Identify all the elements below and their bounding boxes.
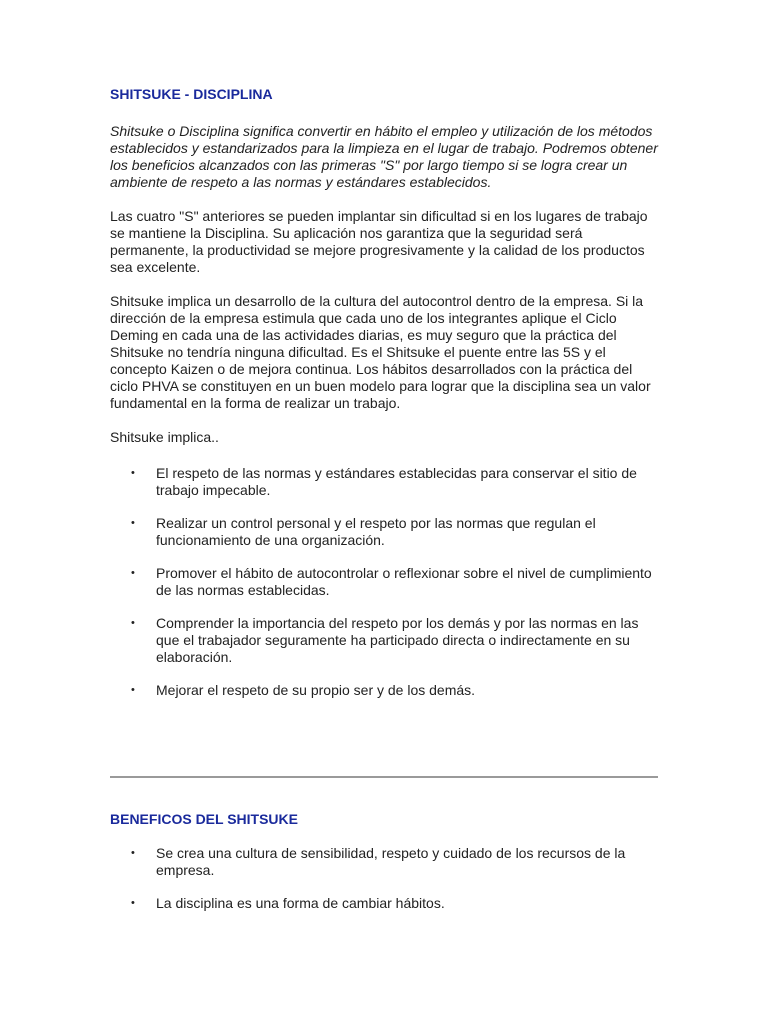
list-item-text: El respeto de las normas y estándares establecidas para conservar el sitio de trabajo impecable. [156, 465, 637, 498]
paragraph-autocontrol: Shitsuke implica un desarrollo de la cultura del autocontrol dentro de la empresa. Si la dirección de la empresa estimula que cada uno de los integrantes aplique el Ciclo Deming en cada una de las actividades diarias, es muy seguro que la práctica del Shitsuke no tendría ninguna dificultad. Es el Shitsuke el puente entre las 5S y el concepto Kaizen o de mejora continua. Los hábitos desarrollados con la práctica del ciclo PHVA se constituyen en un buen modelo para lograr que la disciplina sea un valor fundamental en la forma de realizar un trabajo. [110, 293, 651, 411]
horizontal-divider [110, 776, 658, 778]
list-item [110, 565, 658, 599]
bullet-icon: • [131, 567, 135, 579]
list-item-text: Comprender la importancia del respeto por los demás y por las normas en las que el trabajador seguramente ha participado directa o indirectamente en su elaboración. [156, 615, 639, 665]
section-shitsuke [110, 86, 658, 715]
list-item [110, 615, 658, 666]
section-beneficios [110, 811, 658, 928]
bullet-icon: • [131, 684, 135, 696]
paragraph-cuatro-s: Las cuatro "S" anteriores se pueden implantar sin dificultad si en los lugares de trabajo se mantiene la Disciplina. Su aplicación nos garantiza que la seguridad será permanente, la productividad se mejore progresivamente y la calidad de los productos sea excelente. [110, 208, 648, 275]
list-item-text: Promover el hábito de autocontrolar o reflexionar sobre el nivel de cumplimiento de las normas establecidas. [156, 565, 652, 598]
list-item [110, 515, 658, 549]
list-item [110, 845, 658, 879]
implica-list [110, 465, 658, 699]
bullet-icon: • [131, 617, 135, 629]
bullet-icon: • [131, 467, 135, 479]
beneficios-list [110, 845, 658, 912]
bullet-icon: • [131, 517, 135, 529]
list-item [110, 895, 658, 912]
list-item-text: Se crea una cultura de sensibilidad, respeto y cuidado de los recursos de la empresa. [156, 845, 626, 878]
intro-paragraph: Shitsuke o Disciplina significa convertir en hábito el empleo y utilización de los métodos establecidos y estandarizados para la limpieza en el lugar de trabajo. Podremos obtener los beneficios alcanzados con las primeras "S" por largo tiempo si se logra crear un ambiente de respeto a las normas y estándares establecidos. [110, 123, 658, 190]
list-item-text: Mejorar el respeto de su propio ser y de los demás. [156, 682, 476, 698]
bullet-icon: • [131, 897, 135, 909]
section-title-shitsuke: SHITSUKE - DISCIPLINA [110, 86, 273, 102]
list-item-text: La disciplina es una forma de cambiar hábitos. [156, 895, 445, 911]
list-item [110, 682, 658, 699]
list-item-text: Realizar un control personal y el respeto por las normas que regulan el funcionamiento de una organización. [156, 515, 596, 548]
list-item [110, 465, 658, 499]
paragraph-implica: Shitsuke implica.. [110, 429, 219, 445]
bullet-icon: • [131, 847, 135, 859]
section-title-beneficios: BENEFICOS DEL SHITSUKE [110, 811, 298, 827]
